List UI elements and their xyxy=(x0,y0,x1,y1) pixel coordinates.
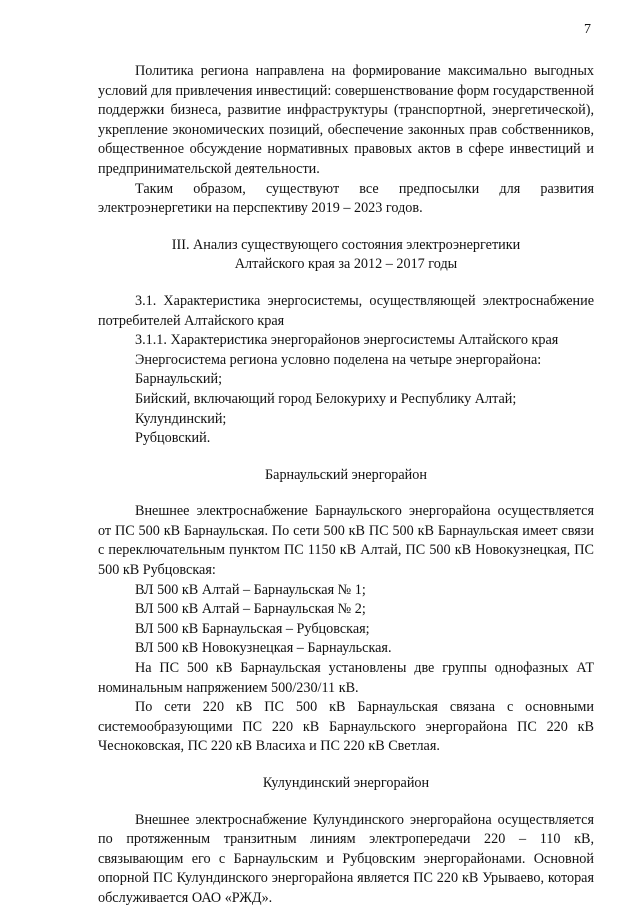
region-item: Кулундинский; xyxy=(135,410,227,427)
kulunda-heading: Кулундинский энергорайон xyxy=(262,775,430,791)
section-heading-line2: Алтайского края за 2012 – 2017 годы xyxy=(234,256,458,273)
subsection-3-1-1: 3.1.1. Характеристика энергорайонов энергосистемы Алтайского края xyxy=(135,332,559,349)
kulunda-paragraph-1: Внешнее электроснабжение Кулундинского энергорайона осуществляется по протяженным транзитным линиям электропередачи 220 – 110 кВ, связывающим его с Барнаульским и Рубцовским энергорайонами. Основной опорной ПС Кулундинского энергорайона является ПС 220 кВ Урываево, которая обслуживается ОАО «РЖД». xyxy=(98,811,594,906)
barnaul-paragraph-1: Внешнее электроснабжение Барнаульского энергорайона осуществляется от ПС 500 кВ Барнаульская. По сети 500 кВ ПС 500 кВ Барнаульская имеет связи с переключательным пунктом ПС 1150 кВ Алтай, ПС 500 кВ Новокузнецкая, ПС 500 кВ Рубцовская: xyxy=(98,503,594,579)
barnaul-paragraph-3: По сети 220 кВ ПС 500 кВ Барнаульская связана с основными системообразующими ПС 220 кВ Барнаульского энергорайона ПС 220 кВ Чесноковская, ПС 220 кВ Власиха и ПС 220 кВ Светлая. xyxy=(98,699,594,755)
region-item: Барнаульский; xyxy=(135,371,223,388)
document-body xyxy=(98,62,594,909)
region-item: Рубцовский. xyxy=(135,430,211,447)
paragraph-policy: Политика региона направлена на формирование максимально выгодных условий для привлечения инвестиций: совершенствование форм государственной поддержки бизнеса, развитие инфраструктуры (транспортной, энергетической), укрепление экономических позиций, обеспечение законных прав собственников, общественное обсуждение нормативных правовых актов в сфере инвестиций и предпринимательской деятельности. xyxy=(98,63,594,177)
power-line-item: ВЛ 500 кВ Новокузнецкая – Барнаульская. xyxy=(135,640,392,657)
barnaul-paragraph-2: На ПС 500 кВ Барнаульская установлены две группы однофазных АТ номинальным напряжением 500/230/11 кВ. xyxy=(98,660,594,696)
region-item: Бийский, включающий город Белокуриху и Республику Алтай; xyxy=(135,390,517,407)
paragraph-conclusion: Таким образом, существуют все предпосылки для развития электроэнергетики на перспективу 2019 – 2023 годов. xyxy=(98,180,594,217)
regions-intro: Энергосистема региона условно поделена на четыре энергорайона: xyxy=(135,351,542,368)
page-number: 7 xyxy=(584,22,591,37)
power-line-item: ВЛ 500 кВ Алтай – Барнаульская № 1; xyxy=(135,581,366,598)
power-line-item: ВЛ 500 кВ Барнаульская – Рубцовская; xyxy=(135,620,370,637)
section-heading-line1: III. Анализ существующего состояния электроэнергетики xyxy=(171,236,521,253)
barnaul-heading: Барнаульский энергорайон xyxy=(265,466,427,483)
subsection-3-1: 3.1. Характеристика энергосистемы, осуществляющей электроснабжение потребителей Алтайского края xyxy=(98,292,594,329)
power-line-item: ВЛ 500 кВ Алтай – Барнаульская № 2; xyxy=(135,601,366,618)
